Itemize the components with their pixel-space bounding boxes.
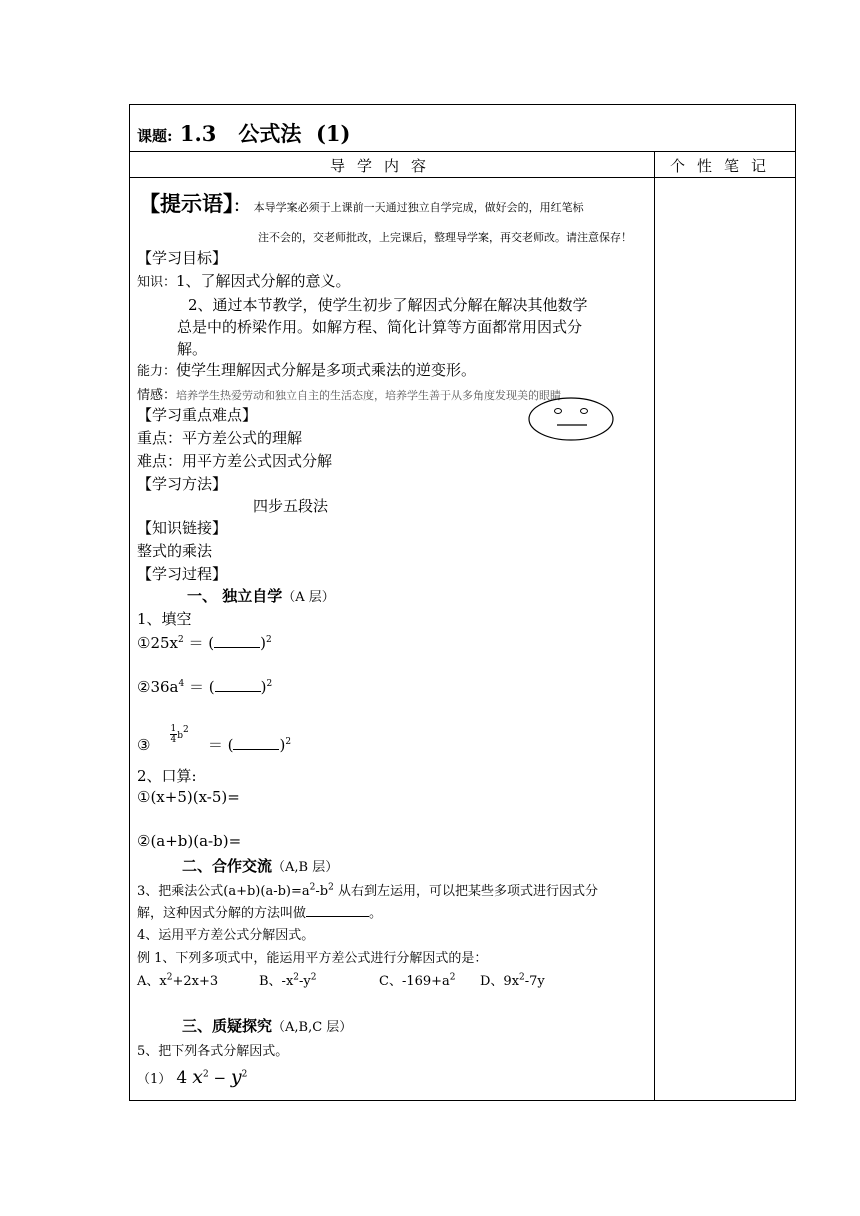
section-2-level: （A,B 层） [272, 860, 339, 875]
emotion-line [137, 384, 561, 403]
knowledge-label: 知识： [137, 275, 177, 290]
link-text: 整式的乘法 [137, 542, 213, 560]
oral-heading: 2、口算: [137, 767, 197, 785]
fill-3-exp: 2 [183, 725, 189, 735]
q3-exp-a: 2 [309, 882, 316, 893]
q5-text: 5、把下列各式分解因式。 [137, 1044, 289, 1059]
q3-exp-b: 2 [328, 882, 334, 893]
knowledge-2-line-2: 总是中的桥梁作用。如解方程、简化计算等方面都常用因式分 [177, 318, 583, 336]
method-heading: 【学习方法】 [137, 475, 228, 493]
oral-item-1: ①(x+5)(x-5)= [137, 788, 240, 806]
fill-1-close: ) [260, 634, 266, 652]
title-text: 公式法 [238, 121, 302, 146]
problem-1-label: （1） [137, 1072, 172, 1087]
knowledge-1-text: 1、了解因式分解的意义。 [176, 272, 351, 290]
option-d-exp: 2 [519, 972, 525, 983]
tip-text-2: 注不会的，交老师批改，上完课后，整理导学案，再交老师改。请注意保存！ [258, 231, 632, 244]
title-prefix: 课题: [137, 127, 173, 145]
problem-1-minus: − [208, 1069, 231, 1087]
content-column-header: 导学内容 [330, 157, 439, 175]
q3-formula-mid: -b [315, 884, 329, 899]
section-3-name: 三、质疑探究 [182, 1017, 273, 1035]
option-d-start: D、9x [480, 974, 520, 989]
knowledge-2-line-3: 解。 [177, 340, 208, 358]
header-divider [129, 177, 796, 178]
ability-label: 能力： [137, 364, 177, 379]
title-part: (1) [315, 121, 351, 146]
fill-heading: 1、填空 [137, 610, 192, 628]
key-point: 重点：平方差公式的理解 [137, 429, 303, 447]
fill-3-close: ) [279, 736, 286, 754]
section-2-title [182, 855, 338, 876]
option-c-exp: 2 [449, 972, 456, 983]
option-b-exp-2: 2 [310, 972, 317, 983]
title-number: 1.3 [179, 121, 217, 146]
section-1-name: 一、 独立自学 [187, 587, 283, 605]
tip-heading: 【提示语】 [139, 191, 234, 216]
problem-1-x-exp: 2 [203, 1069, 209, 1080]
section-3-level: （A,B,C 层） [272, 1020, 353, 1035]
fill-2-blank[interactable] [215, 679, 261, 692]
q3-answer-blank[interactable] [306, 904, 369, 917]
option-c-start: C、-169+a [379, 974, 450, 989]
fill-1-term: ①25x [137, 634, 178, 652]
fraction-numerator: 1 [170, 723, 177, 734]
fill-2-close: ) [260, 678, 267, 696]
link-heading: 【知识链接】 [137, 519, 228, 537]
goals-heading: 【学习目标】 [137, 249, 228, 267]
option-b-start: B、-x [259, 974, 294, 989]
option-a-exp: 2 [166, 972, 173, 983]
tip-text-1: 本导学案必须于上课前一天通过独立自学完成，做好会的，用红笔标 [253, 201, 584, 214]
fill-1-blank[interactable] [214, 635, 260, 648]
fill-3-label: ③ [137, 736, 151, 754]
section-2-name: 二、合作交流 [182, 857, 273, 875]
fill-3-eq: ＝ ( [203, 736, 234, 754]
option-b [259, 970, 317, 989]
section-1-title [187, 585, 335, 606]
q3-question: 解，这种因式分解的方法叫做 [137, 906, 307, 921]
lesson-title [137, 118, 350, 148]
column-divider [654, 151, 655, 1101]
section-3-title [182, 1015, 352, 1036]
fill-1-exp: 2 [178, 635, 184, 645]
emotion-text: 培养学生热爱劳动和独立自主的生活态度，培养学生善于从多角度发现美的眼睛 [176, 389, 562, 402]
fraction-denominator: 4 [170, 734, 177, 745]
oral-item-2: ②(a+b)(a-b)= [137, 832, 242, 850]
fill-2-eq: ＝ ( [184, 678, 215, 696]
problem-1-y-exp: 2 [241, 1069, 248, 1080]
tip-line-1 [139, 188, 584, 218]
title-divider [129, 151, 796, 152]
problem-1-y: y [230, 1066, 242, 1088]
option-c [379, 970, 456, 989]
focus-heading: 【学习重点难点】 [137, 406, 258, 424]
knowledge-2-line-1: 2、通过本节教学，使学生初步了解因式分解在解决其他数学 [188, 296, 588, 314]
process-heading: 【学习过程】 [137, 565, 228, 583]
option-a [137, 970, 218, 989]
hard-point: 难点：用平方差公式因式分解 [137, 452, 333, 470]
fill-item-1 [137, 632, 272, 653]
option-b-exp-1: 2 [293, 972, 300, 983]
fill-item-2 [137, 676, 272, 697]
q3-period: 。 [369, 906, 383, 921]
fill-3-blank[interactable] [233, 737, 279, 750]
q3-line-2 [137, 902, 382, 921]
q3-formula-start: 3、把乘法公式(a+b)(a-b)=a [137, 884, 310, 899]
ability-line [137, 359, 476, 380]
q3-line-1 [137, 880, 598, 899]
emotion-label: 情感： [137, 388, 177, 403]
option-d [480, 970, 545, 989]
problem-1-x: x [192, 1066, 204, 1088]
section-1-level: （A 层） [282, 590, 335, 605]
knowledge-1 [137, 270, 351, 291]
fill-item-3 [137, 723, 292, 757]
fill-3-var: b [177, 731, 184, 741]
ability-text: 使学生理解因式分解是多项式乘法的逆变形。 [176, 361, 477, 379]
tip-colon: ： [233, 197, 249, 215]
notes-column-header: 个性笔记 [670, 157, 779, 175]
fill-1-square: 2 [265, 635, 272, 645]
fill-2-exp: 4 [178, 679, 185, 689]
q4-text: 4、运用平方差公式分解因式。 [137, 928, 315, 943]
smiley-face-icon [527, 396, 615, 442]
example-1: 例 1、下列多项式中，能运用平方差公式进行分解因式的是： [137, 951, 488, 966]
fill-2-term: ②36a [137, 678, 179, 696]
fill-2-square: 2 [266, 679, 273, 689]
option-b-mid: -y [299, 974, 311, 989]
option-a-end: +2x+3 [172, 974, 219, 989]
problem-1-coef: 4 [176, 1068, 188, 1088]
method-text: 四步五段法 [253, 497, 329, 515]
q3-formula-end: 从右到左运用，可以把某些多项式进行因式分 [333, 884, 598, 899]
option-a-start: A、x [137, 974, 167, 989]
fill-3-square: 2 [285, 737, 292, 747]
fill-1-eq: ＝ ( [183, 634, 215, 652]
option-d-end: -7y [524, 974, 545, 989]
problem-1 [137, 1066, 247, 1088]
